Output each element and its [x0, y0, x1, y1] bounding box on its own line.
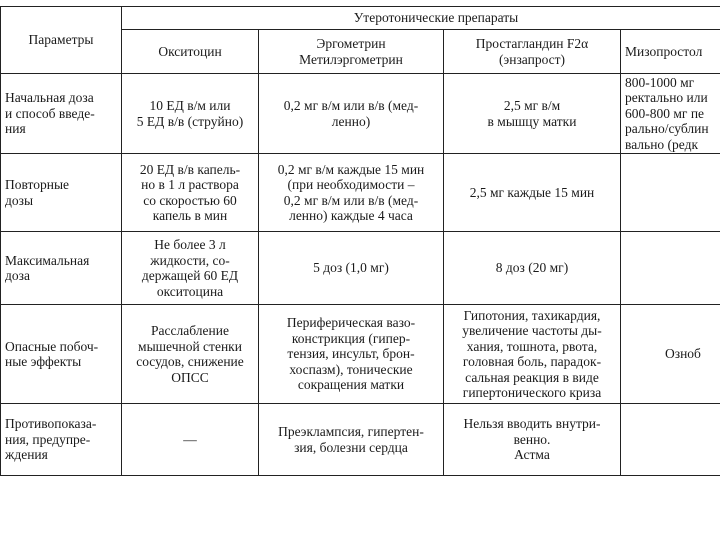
cell-line: (при необходимости – [287, 177, 415, 192]
param-line: доза [5, 268, 30, 283]
cell-line: ОПСС [171, 369, 209, 385]
cell-line: сальная реакция в виде [465, 369, 599, 385]
param-line: ждения [5, 447, 48, 463]
cell-line: 0,2 мг в/м или в/в (мед- [283, 192, 419, 208]
value-cell [621, 74, 720, 154]
cell-line: гипертонического криза [462, 385, 602, 400]
param-line: дозы [5, 192, 34, 208]
header-group-label: Утеротонические препараты [353, 10, 519, 26]
header-drug-misoprostol [621, 30, 720, 74]
value-cell-empty [621, 154, 720, 232]
cell-line: капель в мин [152, 208, 228, 223]
value-cell-empty [621, 404, 720, 476]
cell-line: Расслабление [151, 323, 229, 338]
param-line: Противопоказа- [5, 416, 97, 432]
cell-line: 5 доз (1,0 мг) [313, 260, 389, 276]
cell-line: жидкости, со- [150, 252, 230, 268]
cell-line: венно. [513, 431, 551, 447]
value-cell [621, 305, 720, 404]
value-cell [259, 404, 444, 476]
cell-line: мышечной стенки [138, 338, 242, 354]
header-params [1, 7, 122, 74]
table-row-initial-dose [1, 74, 720, 154]
cell-line: тензия, инсульт, брон- [287, 346, 415, 362]
uterotonic-drugs-table [0, 6, 720, 476]
cell-line: со скоростью 60 [143, 192, 237, 208]
header-row-group [1, 7, 720, 30]
cell-line: рально/сублин [625, 121, 709, 137]
cell-line: сокращения матки [297, 377, 405, 393]
value-cell [444, 232, 621, 305]
param-line: Опасные побоч- [5, 338, 99, 354]
value-cell [259, 232, 444, 305]
cell-line: — [183, 431, 197, 447]
cell-line: Не более 3 л [154, 237, 226, 252]
cell-line: сосудов, снижение [136, 354, 244, 369]
value-cell [444, 305, 621, 404]
cell-line: ленно) каждые 4 часа [289, 208, 413, 223]
cell-line: Астма [514, 447, 550, 463]
cell-line: 8 доз (20 мг) [495, 260, 569, 276]
cell-line: держащей 60 ЕД [141, 268, 239, 283]
cell-line: 0,2 мг в/м каждые 15 мин [277, 161, 425, 177]
cell-line: Преэклампсия, гипертен- [278, 424, 424, 439]
table-row-max-dose [1, 232, 720, 305]
header-drug-ergometrine [259, 30, 444, 74]
table-row-contraindications [1, 404, 720, 476]
cell-line: Гипотония, тахикардия, [463, 307, 601, 323]
header-drug-line: Окситоцин [158, 43, 222, 59]
header-drug-line: Метилэргометрин [299, 51, 403, 67]
cell-line: ректально или [625, 90, 708, 106]
cell-line: Нельзя вводить внутри- [463, 416, 601, 432]
table-row-repeat-doses [1, 154, 720, 232]
header-drug-line: (энзапрост) [498, 51, 566, 67]
cell-line: констрикция (гипер- [291, 330, 411, 346]
header-drug-line: Эргометрин [316, 36, 386, 51]
value-cell [122, 305, 259, 404]
value-cell [122, 74, 259, 154]
cell-line: 5 ЕД в/в (струйно) [136, 113, 244, 129]
header-drug-prostaglandin [444, 30, 621, 74]
cell-line: Озноб [665, 346, 701, 362]
cell-line: 20 ЕД в/в капель- [139, 161, 241, 177]
header-drug-line: Мизопростол [625, 43, 703, 59]
param-line: Повторные [5, 177, 70, 192]
cell-line: 2,5 мг каждые 15 мин [469, 184, 595, 200]
value-cell [259, 154, 444, 232]
param-cell [1, 74, 122, 154]
param-line: ния [5, 121, 26, 137]
value-cell [444, 404, 621, 476]
cell-line: зия, болезни сердца [294, 439, 408, 455]
cell-line: 0,2 мг в/м или в/в (мед- [283, 98, 419, 113]
value-cell-empty [621, 232, 720, 305]
param-line: ния, предупре- [5, 431, 91, 447]
cell-line: 600-800 мг пе [625, 105, 705, 121]
cell-line: Периферическая вазо- [286, 315, 416, 331]
header-drug-line: Простагландин F2α [475, 36, 589, 51]
cell-line: 800-1000 мг [625, 74, 695, 90]
cell-line: в мышцу матки [487, 113, 577, 129]
cell-line: вально (редк [625, 136, 699, 152]
param-cell [1, 404, 122, 476]
cell-line: но в 1 л раствора [141, 177, 239, 192]
value-cell [259, 74, 444, 154]
param-line: Максимальная [5, 252, 90, 268]
value-cell [122, 154, 259, 232]
header-drug-oxytocin [122, 30, 259, 74]
cell-line: ленно) [331, 113, 371, 129]
header-params-label: Параметры [28, 32, 94, 48]
cell-line: окситоцина [156, 283, 224, 299]
value-cell [122, 232, 259, 305]
cell-line: 2,5 мг в/м [503, 98, 561, 113]
value-cell [259, 305, 444, 404]
value-cell [122, 404, 259, 476]
header-group [122, 7, 720, 30]
param-cell [1, 154, 122, 232]
param-cell [1, 232, 122, 305]
value-cell [444, 154, 621, 232]
param-cell [1, 305, 122, 404]
cell-line: хоспазм), тонические [289, 361, 413, 377]
param-line: Начальная доза [5, 90, 94, 106]
cell-line: 10 ЕД в/м или [149, 98, 231, 113]
cell-line: хания, тошнота, рвота, [466, 338, 598, 354]
param-line: ные эффекты [5, 354, 82, 369]
param-line: и способ введе- [5, 105, 95, 121]
table-row-side-effects [1, 305, 720, 404]
cell-line: увеличение частоты ды- [462, 323, 602, 338]
value-cell [444, 74, 621, 154]
cell-line: головная боль, парадок- [462, 354, 602, 369]
